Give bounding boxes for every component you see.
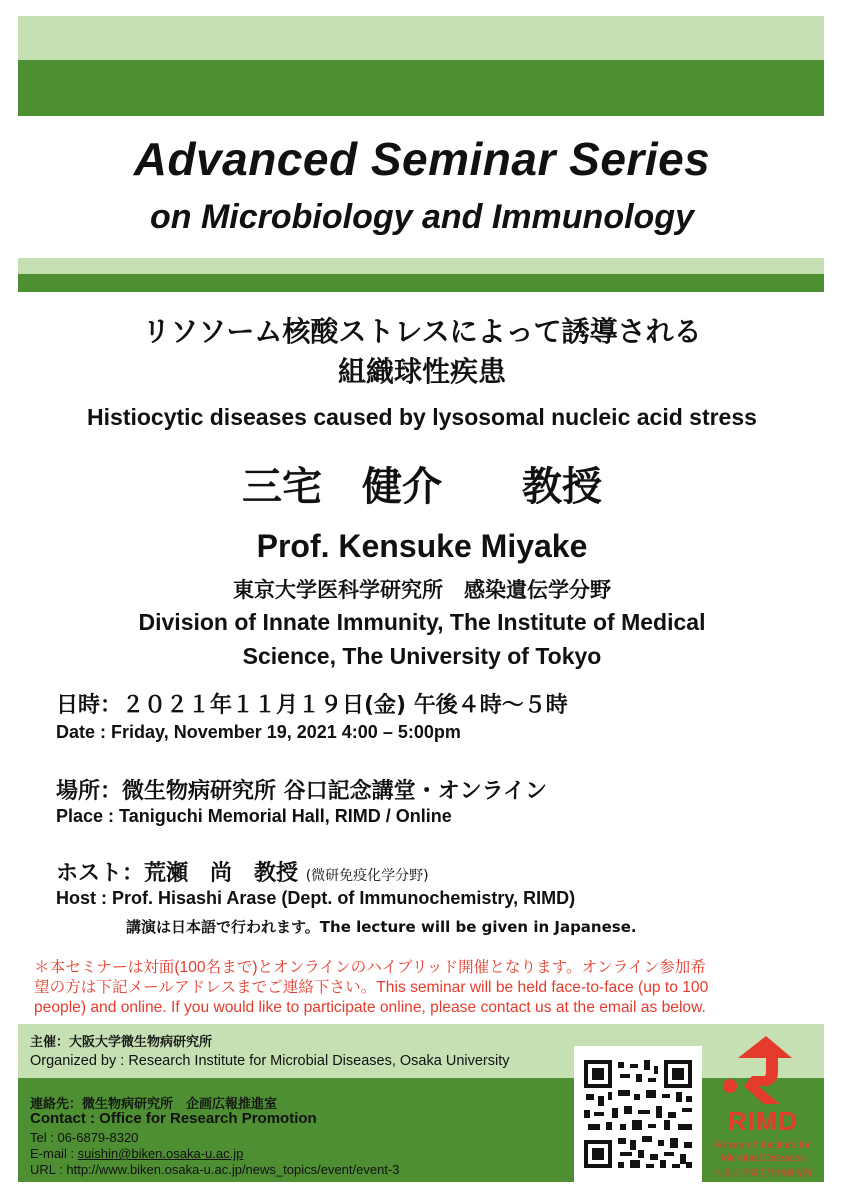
contact-url[interactable]: URL : http://www.biken.osaka-u.ac.jp/news_topics/event/event-3	[30, 1162, 400, 1177]
contact-en: Contact : Office for Research Promotion	[30, 1110, 317, 1127]
rimd-logo	[708, 1028, 818, 1180]
rimd-logo-mark	[708, 1028, 818, 1108]
lecture-title-jp-line2: 組織球性疾患	[337, 355, 506, 388]
contact-jp: 連絡先：微生物病研究所 企画広報推進室	[30, 1096, 278, 1111]
rimd-logo-name: RIMD	[727, 1106, 799, 1136]
date-jp: 日時：２０２１年１１月１９日(金) 午後４時～５時	[56, 693, 568, 718]
mid-light-band	[18, 258, 824, 274]
mid-dark-band	[18, 274, 824, 292]
date-en: Date : Friday, November 19, 2021 4:00 – 5:00pm	[56, 722, 461, 742]
rimd-logo-line2: Microbial Diseases	[721, 1153, 805, 1164]
host-jp	[56, 856, 429, 887]
host-jp-name: ホスト：荒瀬 尚 教授	[56, 861, 299, 886]
organizer-en: Organized by : Research Institute for Microbial Diseases, Osaka University	[30, 1053, 510, 1069]
place-en: Place : Taniguchi Memorial Hall, RIMD / Online	[56, 806, 452, 826]
speaker-affiliation-jp: 東京大学医科学研究所 感染遺伝学分野	[233, 578, 611, 602]
email-label: E-mail :	[30, 1146, 78, 1161]
host-en: Host : Prof. Hisashi Arase (Dept. of Immunochemistry, RIMD)	[56, 888, 576, 908]
speaker-affiliation-en-line2: Science, The University of Tokyo	[242, 643, 602, 669]
qr-code[interactable]	[574, 1046, 702, 1182]
lecture-title-jp-line1: リソソーム核酸ストレスによって誘導される	[142, 315, 702, 348]
speaker-name-jp: 三宅 健介 教授	[242, 464, 602, 510]
rimd-logo-line1: Research Institute for	[715, 1140, 811, 1151]
host-jp-dept: (微研免疫化学分野)	[305, 868, 429, 884]
contact-tel: Tel : 06-6879-8320	[30, 1130, 139, 1145]
notice-line3: people) and online. If you would like to participate online, please contact us at the email as below.	[34, 999, 706, 1016]
top-dark-band	[18, 60, 824, 116]
speaker-affiliation-en-line1: Division of Innate Immunity, The Institute of Medical	[138, 609, 706, 635]
series-title-line1: Advanced Seminar Series	[133, 133, 711, 185]
rimd-logo-line3: 大阪大学微生物病研究所	[713, 1168, 813, 1178]
contact-email-row	[30, 1146, 243, 1161]
notice-line2: 望の方は下記メールアドレスまでご連絡下さい。This seminar will be held face-to-face (up to 100	[34, 979, 709, 996]
top-light-band	[18, 16, 824, 60]
notice-line1: ＊本セミナーは対面(100名まで)とオンラインのハイブリッド開催となります。オンライン参加希	[34, 959, 706, 976]
email-link[interactable]: suishin@biken.osaka-u.ac.jp	[77, 1146, 244, 1161]
lecture-title-en: Histiocytic diseases caused by lysosomal nucleic acid stress	[87, 404, 757, 430]
language-note: 講演は日本語で行われます。The lecture will be given in Japanese.	[126, 918, 637, 936]
organizer-jp: 主催：大阪大学微生物病研究所	[30, 1034, 213, 1049]
speaker-name-en: Prof. Kensuke Miyake	[256, 528, 588, 564]
place-jp: 場所：微生物病研究所 谷口記念講堂・オンライン	[56, 779, 548, 804]
series-title-line2: on Microbiology and Immunology	[150, 198, 694, 236]
hybrid-notice	[34, 958, 814, 1018]
qr-code-graphic	[574, 1046, 702, 1182]
